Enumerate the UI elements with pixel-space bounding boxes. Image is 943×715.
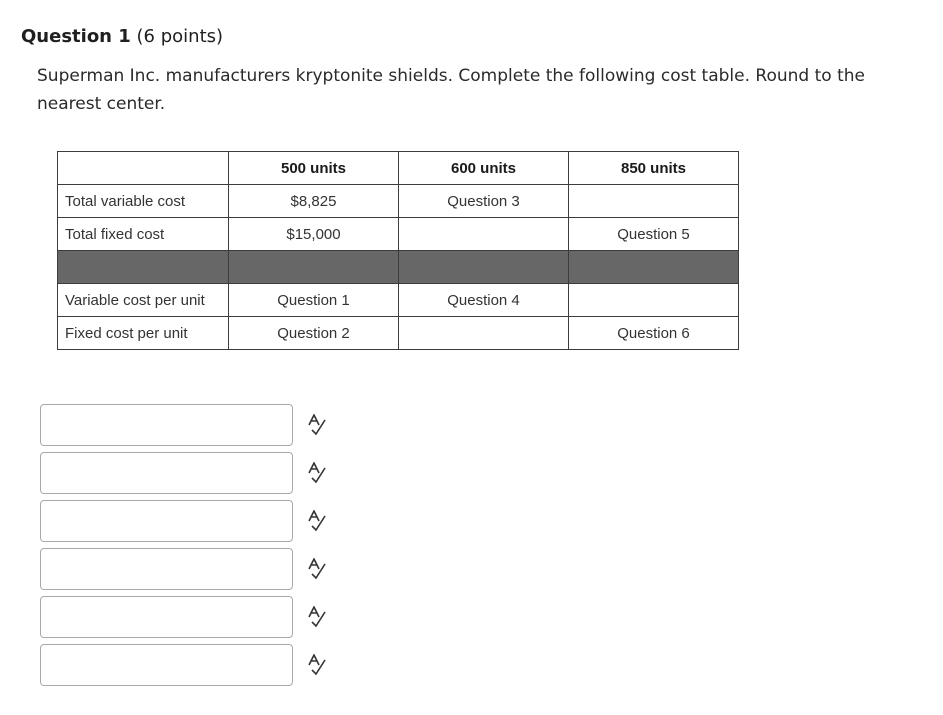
table-cell: Question 1	[229, 284, 399, 317]
answer-row	[40, 548, 329, 590]
table-cell: Question 5	[569, 218, 739, 251]
spell-check-icon[interactable]	[305, 653, 329, 677]
table-cell: Variable cost per unit	[58, 284, 229, 317]
answer-input-2[interactable]	[40, 452, 293, 494]
table-cell: Question 3	[399, 185, 569, 218]
answer-row	[40, 404, 329, 446]
table-cell	[399, 251, 569, 284]
table-cell	[569, 185, 739, 218]
answer-list	[40, 404, 329, 692]
table-cell: Fixed cost per unit	[58, 317, 229, 350]
answer-row	[40, 644, 329, 686]
table-header-cell: 500 units	[229, 152, 399, 185]
cost-table	[57, 151, 739, 350]
table-header-row	[58, 152, 739, 185]
spell-check-icon[interactable]	[305, 509, 329, 533]
table-cell	[569, 251, 739, 284]
table-row	[58, 185, 739, 218]
spell-check-icon[interactable]	[305, 557, 329, 581]
answer-input-4[interactable]	[40, 548, 293, 590]
question-title: Question 1	[21, 26, 131, 47]
spell-check-icon[interactable]	[305, 461, 329, 485]
question-points: (6 points)	[136, 26, 224, 47]
table-header-cell	[58, 152, 229, 185]
table-cell	[399, 317, 569, 350]
table-cell: Total fixed cost	[58, 218, 229, 251]
table-cell: Question 6	[569, 317, 739, 350]
answer-row	[40, 452, 329, 494]
table-cell	[229, 251, 399, 284]
table-separator-row	[58, 251, 739, 284]
table-cell: Question 4	[399, 284, 569, 317]
question-header	[21, 25, 223, 49]
answer-input-5[interactable]	[40, 596, 293, 638]
table-cell	[569, 284, 739, 317]
answer-row	[40, 500, 329, 542]
answer-input-6[interactable]	[40, 644, 293, 686]
question-text: Superman Inc. manufacturers kryptonite shields. Complete the following cost table. Round to the nearest center.	[37, 66, 865, 114]
table-cell: Question 2	[229, 317, 399, 350]
answer-input-3[interactable]	[40, 500, 293, 542]
table-cell	[399, 218, 569, 251]
table-row	[58, 284, 739, 317]
answer-row	[40, 596, 329, 638]
spell-check-icon[interactable]	[305, 413, 329, 437]
answer-input-1[interactable]	[40, 404, 293, 446]
table-row	[58, 317, 739, 350]
table-cell	[58, 251, 229, 284]
table-cell: Total variable cost	[58, 185, 229, 218]
table-row	[58, 218, 739, 251]
table-cell: $8,825	[229, 185, 399, 218]
table-header-cell: 600 units	[399, 152, 569, 185]
table-cell: $15,000	[229, 218, 399, 251]
spell-check-icon[interactable]	[305, 605, 329, 629]
table-header-cell: 850 units	[569, 152, 739, 185]
